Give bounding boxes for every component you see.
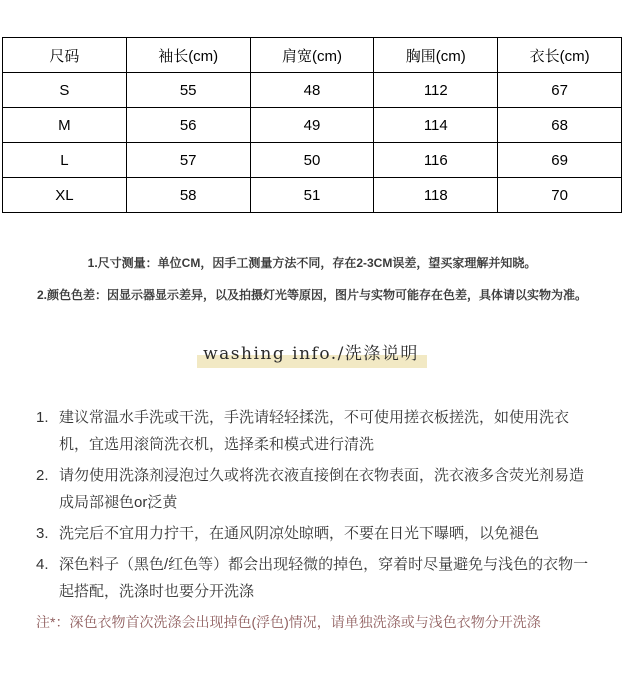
header-cell-bust: 胸围(cm) xyxy=(374,38,498,73)
list-item-number: 4. xyxy=(36,556,49,573)
sleeve-value: 57 xyxy=(126,143,250,178)
list-item-text: 建议常温水手洗或干洗，手洗请轻轻揉洗，不可使用搓衣板搓洗，如使用洗衣机，宜选用滚筒洗衣机，选择柔和模式进行清洗 xyxy=(59,409,570,453)
bust-value: 116 xyxy=(374,143,498,178)
header-cell-sleeve-length: 袖长(cm) xyxy=(126,38,250,73)
list-item xyxy=(36,404,598,458)
shoulder-value: 49 xyxy=(250,108,374,143)
header-cell-shoulder-width: 肩宽(cm) xyxy=(250,38,374,73)
list-item xyxy=(36,520,598,547)
size-label: S xyxy=(3,73,127,108)
shoulder-value: 51 xyxy=(250,178,374,213)
bust-value: 112 xyxy=(374,73,498,108)
list-item-text: 洗完后不宜用力拧干，在通风阴凉处晾晒，不要在日光下曝晒，以免褪色 xyxy=(59,525,540,542)
bust-value: 118 xyxy=(374,178,498,213)
header-cell-size: 尺码 xyxy=(3,38,127,73)
table-row-xl xyxy=(3,178,622,213)
header-cell-garment-length: 衣长(cm) xyxy=(498,38,622,73)
length-value: 69 xyxy=(498,143,622,178)
bust-value: 114 xyxy=(374,108,498,143)
size-table-header-row xyxy=(3,38,622,73)
list-item-number: 2. xyxy=(36,467,49,484)
list-item-text: 请勿使用洗涤剂浸泡过久或将洗衣液直接倒在衣物表面，洗衣液多含荧光剂易造成局部褪色or泛黄 xyxy=(59,467,585,511)
shoulder-value: 50 xyxy=(250,143,374,178)
table-row-m xyxy=(3,108,622,143)
length-value: 70 xyxy=(498,178,622,213)
list-item xyxy=(36,551,598,605)
size-table xyxy=(2,37,622,213)
list-item xyxy=(36,462,598,516)
measurement-note-size: 1.尺寸测量：单位CM，因手工测量方法不同，存在2-3CM误差，望买家理解并知晓。 xyxy=(87,256,537,270)
sleeve-value: 55 xyxy=(126,73,250,108)
list-item-number: 3. xyxy=(36,525,49,542)
size-label: M xyxy=(3,108,127,143)
size-label: XL xyxy=(3,178,127,213)
measurement-notes xyxy=(0,247,624,311)
table-row-l xyxy=(3,143,622,178)
size-label: L xyxy=(3,143,127,178)
sleeve-value: 58 xyxy=(126,178,250,213)
washing-instructions-list xyxy=(36,404,598,605)
list-item-text: 深色料子（黑色/红色等）都会出现轻微的掉色，穿着时尽量避免与浅色的衣物一起搭配，洗涤时也要分开洗涤 xyxy=(59,556,589,600)
washing-info-heading-text: washing info./洗涤说明 xyxy=(197,344,427,368)
table-row-s xyxy=(3,73,622,108)
measurement-note-color: 2.颜色色差：因显示器显示差异，以及拍摄灯光等原因，图片与实物可能存在色差，具体请以实物为准。 xyxy=(36,288,587,302)
shoulder-value: 48 xyxy=(250,73,374,108)
sleeve-value: 56 xyxy=(126,108,250,143)
length-value: 68 xyxy=(498,108,622,143)
dark-color-footnote: 注*：深色衣物首次洗涤会出现掉色(浮色)情况，请单独洗涤或与浅色衣物分开洗涤 xyxy=(36,614,541,630)
washing-info-heading xyxy=(0,339,624,364)
list-item-number: 1. xyxy=(36,409,49,426)
length-value: 67 xyxy=(498,73,622,108)
